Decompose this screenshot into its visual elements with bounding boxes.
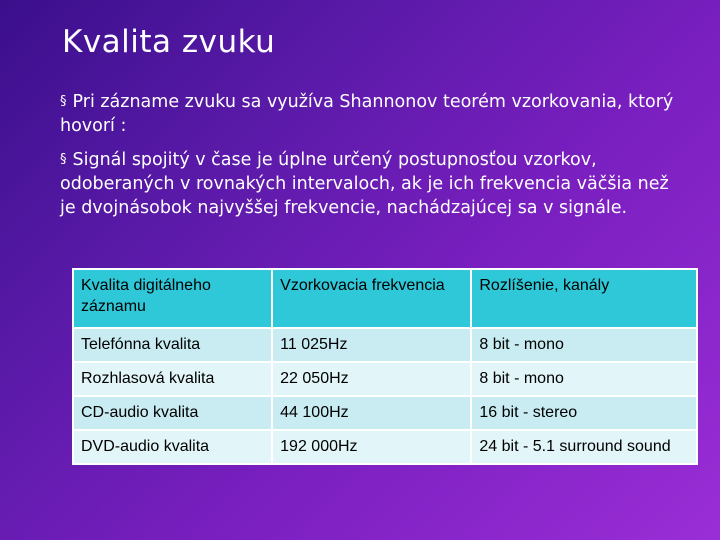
header-sample-rate: Vzorkovacia frekvencia: [272, 269, 471, 328]
bullet-marker: §: [60, 94, 67, 109]
cell-sample-rate: 11 025Hz: [272, 328, 471, 362]
cell-resolution: 16 bit - stereo: [471, 396, 697, 430]
cell-quality: DVD-audio kvalita: [73, 430, 272, 464]
table-row: [73, 396, 697, 430]
paragraph-2: [60, 148, 680, 220]
table-header-row: [73, 269, 697, 328]
paragraph-1-text: Pri zázname zvuku sa využíva Shannonov teorém vzorkovania, ktorý hovorí :: [60, 92, 674, 136]
header-resolution: Rozlíšenie, kanály: [471, 269, 697, 328]
quality-table: [72, 268, 698, 465]
cell-sample-rate: 44 100Hz: [272, 396, 471, 430]
header-quality: Kvalita digitálneho záznamu: [73, 269, 272, 328]
slide-title: Kvalita zvuku: [62, 24, 276, 60]
cell-quality: CD-audio kvalita: [73, 396, 272, 430]
table-row: [73, 362, 697, 396]
table-row: [73, 430, 697, 464]
cell-resolution: 8 bit - mono: [471, 362, 697, 396]
cell-resolution: 24 bit - 5.1 surround sound: [471, 430, 697, 464]
quality-table-grid: [72, 268, 698, 465]
cell-sample-rate: 192 000Hz: [272, 430, 471, 464]
cell-quality: Rozhlasová kvalita: [73, 362, 272, 396]
bullet-marker: §: [60, 152, 67, 167]
cell-sample-rate: 22 050Hz: [272, 362, 471, 396]
cell-resolution: 8 bit - mono: [471, 328, 697, 362]
paragraph-2-text: Signál spojitý v čase je úplne určený postupnosťou vzorkov, odoberaných v rovnakých intervaloch, ak je ich frekvencia väčšia než je dvojnásobok najvyššej frekvencie, nachádzajúcej sa v signále.: [60, 150, 669, 218]
table-row: [73, 328, 697, 362]
cell-quality: Telefónna kvalita: [73, 328, 272, 362]
paragraph-1: [60, 90, 680, 138]
